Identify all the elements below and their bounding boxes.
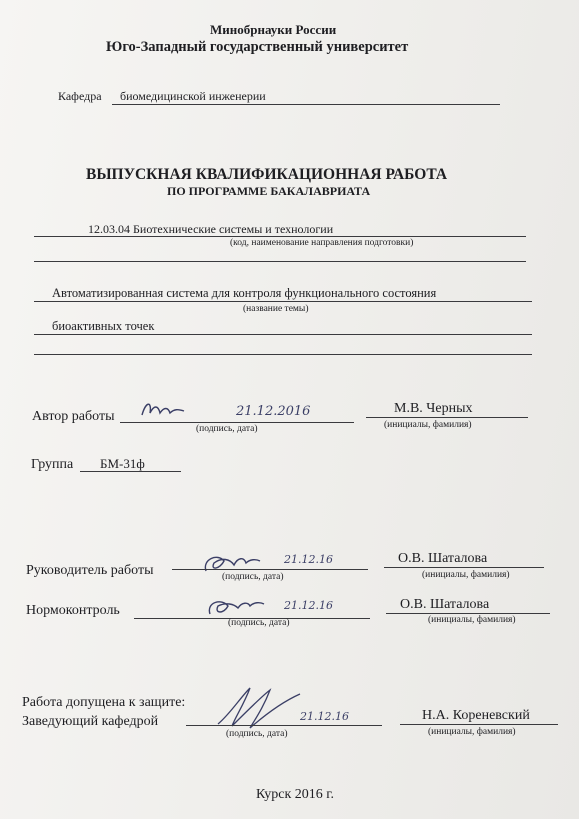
supervisor-name-underline <box>384 567 544 568</box>
normcontrol-name-underline <box>386 613 550 614</box>
author-name-caption: (инициалы, фамилия) <box>384 420 472 430</box>
topic-underline-1 <box>34 301 532 302</box>
direction-caption: (код, наименование направления подготовки) <box>230 238 414 248</box>
topic-underline-2 <box>34 334 532 335</box>
normcontrol-sign-caption: (подпись, дата) <box>228 618 290 628</box>
head-sign-underline <box>186 725 382 726</box>
work-subtitle: ПО ПРОГРАММЕ БАКАЛАВРИАТА <box>167 184 371 198</box>
head-name-underline <box>400 724 558 725</box>
work-title: ВЫПУСКНАЯ КВАЛИФИКАЦИОННАЯ РАБОТА <box>86 166 448 183</box>
supervisor-date: 21.12.16 <box>284 553 333 566</box>
supervisor-name-caption: (инициалы, фамилия) <box>422 570 510 580</box>
normcontrol-date: 21.12.16 <box>284 599 333 612</box>
direction-underline <box>34 236 526 237</box>
department-value: биомедицинской инженерии <box>120 89 266 103</box>
topic-underline-3 <box>34 354 532 355</box>
ministry-name: Минобрнауки России <box>210 22 337 37</box>
author-name-underline <box>366 417 528 418</box>
head-name: Н.А. Кореневский <box>422 708 530 723</box>
author-sign-caption: (подпись, дата) <box>196 424 258 434</box>
author-name: М.В. Черных <box>394 401 473 416</box>
group-underline <box>80 471 181 472</box>
supervisor-sign-underline <box>172 569 368 570</box>
normcontrol-name-caption: (инициалы, фамилия) <box>428 615 516 625</box>
topic-caption: (название темы) <box>243 304 309 314</box>
topic-line-1: Автоматизированная система для контроля функционального состояния <box>52 286 437 300</box>
department-underline <box>112 104 500 105</box>
author-sign-underline <box>120 422 354 423</box>
author-date: 21.12.2016 <box>236 404 311 419</box>
author-label: Автор работы <box>32 409 115 424</box>
supervisor-name: О.В. Шаталова <box>398 551 488 566</box>
normcontrol-label: Нормоконтроль <box>26 603 120 618</box>
group-value: БМ-31ф <box>100 456 145 471</box>
department-label: Кафедра <box>58 89 102 103</box>
direction-underline-2 <box>34 261 526 262</box>
head-date: 21.12.16 <box>300 710 349 723</box>
direction-value: 12.03.04 Биотехнические системы и технологии <box>88 222 334 236</box>
supervisor-label: Руководитель работы <box>26 563 154 578</box>
author-signature <box>138 397 188 423</box>
normcontrol-name: О.В. Шаталова <box>400 597 490 612</box>
supervisor-sign-caption: (подпись, дата) <box>222 572 284 582</box>
city-year: Курск 2016 г. <box>256 787 334 802</box>
group-label: Группа <box>31 457 74 472</box>
topic-line-2: биоактивных точек <box>52 319 155 333</box>
head-name-caption: (инициалы, фамилия) <box>428 727 516 737</box>
head-of-department-label: Заведующий кафедрой <box>22 714 159 729</box>
head-sign-caption: (подпись, дата) <box>226 729 288 739</box>
admission-label: Работа допущена к защите: <box>22 695 186 710</box>
university-name: Юго-Западный государственный университет <box>106 39 409 55</box>
